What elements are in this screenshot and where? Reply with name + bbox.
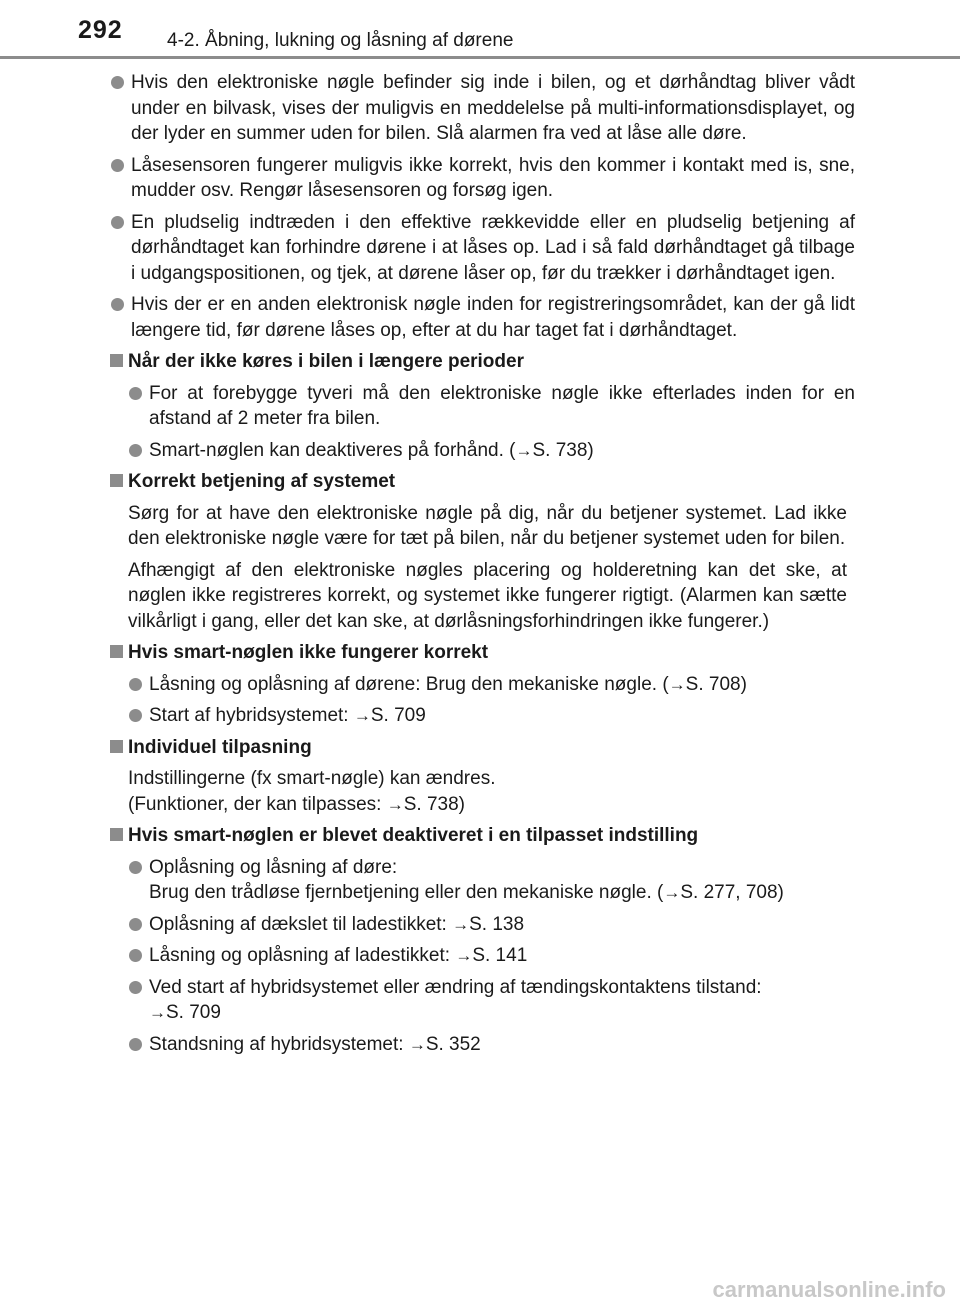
paragraph-line: Indstillingerne (fx smart-nøgle) kan ændres. (128, 768, 496, 789)
bullet-text: For at forebygge tyveri må den elektroniske nøgle ikke efterlades inden for en afstand af 2 meter fra bilen. (149, 382, 855, 429)
square-bullet-icon (110, 474, 123, 487)
section-heading (110, 469, 855, 495)
bullet-dot-icon (129, 387, 142, 400)
heading-text: Hvis smart-nøglen ikke fungerer korrekt (128, 642, 489, 663)
list-item (128, 381, 855, 432)
page-reference: S. 738) (532, 439, 594, 461)
list-item (128, 855, 855, 906)
heading-text: Korrekt betjening af systemet (128, 471, 396, 492)
bullet-text: Låsning og oplåsning af ladestikket: (149, 945, 456, 966)
page-reference: S. 141 (472, 945, 528, 966)
section-heading (110, 823, 855, 849)
bullet-text: Start af hybridsystemet: (149, 705, 354, 726)
section-heading (110, 640, 855, 666)
bullet-text: Oplåsning af dækslet til ladestikket: (149, 913, 453, 935)
list-item (110, 70, 855, 147)
bullet-dot-icon (129, 678, 142, 691)
bullet-text: Hvis den elektroniske nøgle befinder sig inde i bilen, og et dørhåndtag bliver vådt under en bilvask, vises der muligvis en meddelelse på multi-informationsdisplayet, og der lyder en summer uden for bilen. Slå alarmen fra ved at låse alle døre. (131, 72, 855, 144)
arrow-icon: → (386, 794, 404, 814)
bullet-text: Standsning af hybridsystemet: (149, 1033, 409, 1055)
heading-text: Når der ikke køres i bilen i længere perioder (128, 351, 524, 372)
section-heading (110, 349, 855, 375)
section-heading (110, 735, 855, 761)
arrow-icon: → (353, 706, 371, 725)
page-reference: S. 709 (370, 705, 426, 726)
arrow-icon: → (515, 440, 533, 460)
watermark: carmanualsonline.info (712, 1277, 946, 1302)
list-item (128, 672, 855, 698)
bullet-line: Ved start af hybridsystemet eller ændring af tændingskontaktens tilstand: (149, 976, 762, 998)
bullet-line: Oplåsning og låsning af døre: (149, 856, 398, 878)
list-item (110, 153, 855, 204)
page-reference: S. 277, 708) (680, 882, 784, 903)
bullet-text: En pludselig indtræden i den effektive rækkevidde eller en pludselig betjening af dørhåndtaget kan forhindre dørene i at låses op. Lad i så fald dørhåndtaget gå tilbage i udgangspositionen, og tjek, at dørene låser op, før du trækker i dørhåndtaget igen. (131, 211, 855, 284)
line-text: (Funktioner, der kan tilpasses: (128, 793, 387, 815)
paragraph (110, 766, 855, 817)
bullet-dot-icon (111, 159, 124, 172)
list-item (128, 438, 855, 464)
bullet-dot-icon (129, 949, 142, 962)
list-item (110, 210, 855, 287)
bullet-dot-icon (129, 981, 142, 994)
arrow-icon: → (663, 883, 681, 902)
arrow-icon: → (408, 1034, 426, 1054)
list-item (128, 912, 855, 938)
section-body (110, 672, 855, 729)
section-body (110, 381, 855, 464)
bullet-text: Låsesensoren fungerer muligvis ikke korrekt, hvis den kommer i kontakt med is, sne, mudder osv. Rengør låsesensoren og forsøg igen. (131, 154, 855, 201)
section-title: 4-2. Åbning, lukning og låsning af dørene (167, 30, 514, 51)
page-header (0, 0, 960, 60)
arrow-icon: → (452, 914, 470, 934)
bullet-text: Låsning og oplåsning af dørene: Brug den mekaniske nøgle. ( (149, 673, 669, 695)
list-item (128, 975, 855, 1026)
bullet-dot-icon (129, 918, 142, 931)
square-bullet-icon (110, 354, 123, 367)
square-bullet-icon (110, 828, 123, 841)
bullet-dot-icon (129, 1038, 142, 1051)
arrow-icon: → (149, 1003, 166, 1022)
bullet-dot-icon (129, 861, 142, 874)
bullet-line (149, 880, 855, 906)
heading-text: Hvis smart-nøglen er blevet deaktiveret i en tilpasset indstilling (128, 825, 699, 846)
line-text: Brug den trådløse fjernbetjening eller den mekaniske nøgle. ( (149, 882, 664, 903)
section-body (110, 855, 855, 1058)
bullet-dot-icon (129, 709, 142, 722)
bullet-dot-icon (111, 216, 124, 229)
bullet-dot-icon (129, 444, 142, 457)
page-number: 292 (78, 16, 123, 44)
page-reference: S. 709 (166, 1002, 221, 1023)
header-divider (0, 56, 960, 59)
paragraph: Sørg for at have den elektroniske nøgle på dig, når du betjener systemet. Lad ikke den elektroniske nøgle være for tæt på bilen, når du betjener systemet uden for bilen. (128, 502, 847, 549)
arrow-icon: → (668, 674, 686, 694)
page-reference: S. 708) (685, 673, 747, 695)
bullet-line (149, 1000, 855, 1026)
list-item (110, 292, 855, 343)
square-bullet-icon (110, 740, 123, 753)
bullet-text: Smart-nøglen kan deaktiveres på forhånd. ( (149, 439, 516, 461)
paragraph: Afhængigt af den elektroniske nøgles placering og holderetning kan det ske, at nøglen ikke registreres korrekt, og systemet ikke fungerer rigtigt. (Alarmen kan sætte vilkårligt i gang, eller det kan ske, at dørlåsningsforhindringen ikke fungerer.) (128, 559, 847, 632)
list-item (128, 703, 855, 729)
list-item (128, 943, 855, 969)
page-reference: S. 352 (425, 1033, 481, 1055)
square-bullet-icon (110, 645, 123, 658)
paragraph-line (128, 792, 847, 818)
page-content (110, 70, 855, 1063)
bullet-dot-icon (111, 76, 124, 89)
bullet-dot-icon (111, 298, 124, 311)
bullet-text: Hvis der er en anden elektronisk nøgle inden for registreringsområdet, kan der gå lidt længere tid, før dørene låses op, efter at du har taget fat i dørhåndtaget. (131, 294, 855, 341)
list-item (128, 1032, 855, 1058)
heading-text: Individuel tilpasning (128, 736, 312, 758)
arrow-icon: → (455, 946, 473, 965)
page-reference: S. 738) (403, 793, 466, 815)
page-reference: S. 138 (469, 913, 525, 935)
